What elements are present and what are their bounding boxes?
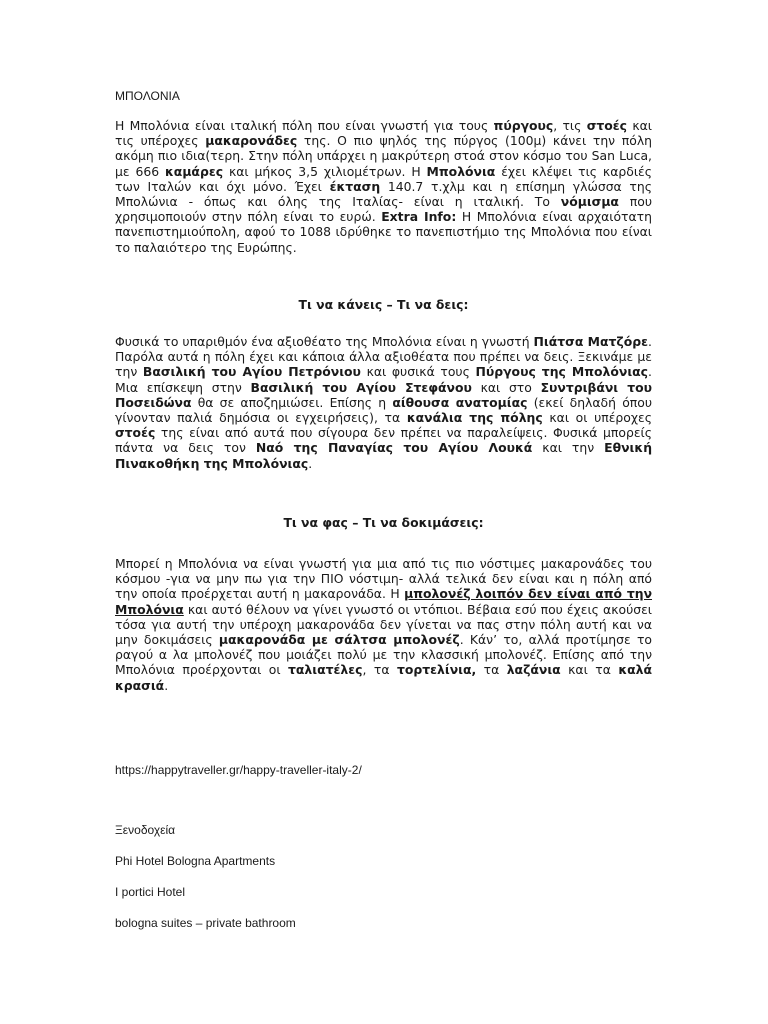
text-run: Φυσικά το υπαριθμόν ένα αξιοθέατο της Μπολόνια είναι η γνωστή	[115, 334, 534, 349]
bold-text: Βασιλική του Αγίου Πετρόνιου	[142, 364, 361, 380]
bold-text: μακαρονάδα με σάλτσα μπολονέζ	[218, 632, 460, 648]
text-run: και μήκος 3,5 χιλιομέτρων. Η	[223, 163, 427, 179]
bold-text: ταλιατέλες	[287, 662, 363, 678]
text-run: , τα	[362, 662, 397, 678]
bold-text: νόμισμα	[560, 194, 619, 210]
bold-text: στοές	[586, 118, 628, 133]
bold-text: τορτελίνια,	[396, 662, 477, 678]
text-run: και αυτό θέλουν να γίνει γνωστό οι ντόπιοι. Βέβαια εσύ που έχεις ακούσει τόσα για αυτή την υπέροχη μακαρονάδα δεν γίνεται να πας στην πόλη αυτή και να μην δοκιμάσεις	[115, 601, 652, 648]
bold-text: πύργους	[493, 118, 554, 133]
text-run: θα σε αποζημιώσει. Επίσης η	[191, 394, 393, 410]
text-run: Μπορεί η Μπολόνια να είναι γνωστή για μια από τις πιο νόστιμες μακαρονάδες του κόσμου -για να μην πω για την ΠΙΟ νόστιμη- αλλά τελικά δεν είναι και η πόλη από την οποία προέρχεται αυτή η μακαρονάδα. Η	[115, 556, 652, 602]
bold-text: Πιάτσα Ματζόρε	[533, 334, 649, 349]
text-run: Η Μπολόνια είναι ιταλική πόλη που είναι γνωστή για τους	[115, 118, 494, 133]
hotels-heading: Ξενοδοχεία	[115, 823, 176, 837]
bold-text: λαζάνια	[506, 662, 561, 678]
bold-text: Μπολόνια	[426, 163, 496, 179]
hotel-item: bologna suites – private bathroom	[115, 916, 296, 930]
text-run: που χρησιμοποιούν στην πόλη είναι το ευρώ.	[115, 194, 653, 225]
text-run: (εκεί δηλαδή όπου γίνονταν παλιά δημόσια οι εγχειρήσεις), τα	[115, 394, 652, 426]
source-link[interactable]: https://happytraveller.gr/happy-traveller-italy-2/	[115, 763, 362, 777]
text-run: και οι υπέροχες	[542, 410, 653, 426]
text-run: και τις υπέροχες	[115, 118, 652, 149]
food-heading: Τι να φας – Τι να δοκιμάσεις:	[283, 515, 484, 530]
hotel-item: I portici Hotel	[115, 885, 186, 899]
bold-text: αίθουσα ανατομίας	[392, 394, 528, 410]
text-run: και στο	[471, 379, 541, 395]
bold-text: Πύργους της Μπολόνιας	[475, 364, 649, 380]
text-run: τα	[476, 662, 507, 678]
bold-text: Extra Info:	[381, 209, 457, 225]
text-run: . Κάν’ το, αλλά προτίμησε το ραγού α λα μπολονέζ που μοιάζει πολύ με την κλασσική μπολονέζ. Επίσης από την Μπολόνια προέρχονται οι	[115, 632, 652, 678]
bold-text: στοές	[115, 425, 156, 441]
text-run: της. Ο πιο ψηλός της πύργος (100μ) κάνει την πόλη ακόμη πιο ιδια(τερη. Στην πόλη υπάρχει η μακρύτερη στοά στον κόσμο του San Luca, με 666	[115, 133, 653, 179]
bold-text: Βασιλική του Αγίου Στεφάνου	[250, 379, 472, 395]
bold-text: μακαρονάδες	[205, 133, 298, 149]
bold-text: καλά κρασιά	[115, 662, 652, 693]
bold-text: έκταση	[329, 178, 381, 194]
bold-text: μπολονέζ λοιπόν δεν είναι από την Μπολόνια	[115, 586, 653, 617]
bold-text: Εθνική Πινακοθήκη της Μπολόνιας	[115, 440, 653, 471]
text-run: της είναι από αυτά που σίγουρα δεν πρέπει να παραλείψεις. Φυσικά μπορείς πάντα να δεις τον	[115, 425, 652, 456]
hotel-item: Phi Hotel Bologna Apartments	[115, 854, 276, 868]
sights-paragraph	[115, 334, 652, 471]
text-run: , τις	[553, 118, 587, 133]
bold-text: καμάρες	[165, 163, 224, 179]
text-run: και φυσικά τους	[360, 364, 476, 380]
text-run: και τα	[560, 662, 619, 678]
bold-text: Ναό της Παναγίας του Αγίου Λουκά	[255, 440, 533, 456]
text-run: 140.7 τ.χλμ και η επίσημη γλώσσα της Μπολώνια - όπως και όλης της Ιταλίας- είναι η ιταλική. Το	[115, 178, 652, 210]
food-paragraph	[115, 556, 652, 693]
bold-text: κανάλια της πόλης	[406, 410, 543, 426]
text-run: και την	[532, 440, 605, 456]
bold-text: Συντριβάνι του Ποσειδώνα	[115, 379, 652, 410]
text-run: . Παρόλα αυτά η πόλη έχει και κάποια άλλα αξιοθέατα που πρέπει να δεις. Ξεκινάμε με την	[115, 334, 652, 380]
text-run: . Μια επίσκεψη στην	[115, 364, 652, 395]
sights-heading: Τι να κάνεις – Τι να δεις:	[298, 297, 469, 312]
document-title: ΜΠΟΛΟΝΙΑ	[115, 89, 180, 103]
text-run: Η Μπολόνια είναι αρχαιότατη πανεπιστημιούπολη, αφού το 1088 ιδρύθηκε το πανεπιστήμιο της Μπολόνια που είναι το παλαιότερο της Ευρώπης.	[115, 209, 652, 255]
text-run: έχει κλέψει τις καρδιές των Ιταλών και όχι μόνο. Έχει	[115, 163, 653, 194]
text-run: .	[164, 677, 169, 693]
text-run: .	[308, 455, 313, 471]
intro-paragraph	[115, 118, 652, 255]
